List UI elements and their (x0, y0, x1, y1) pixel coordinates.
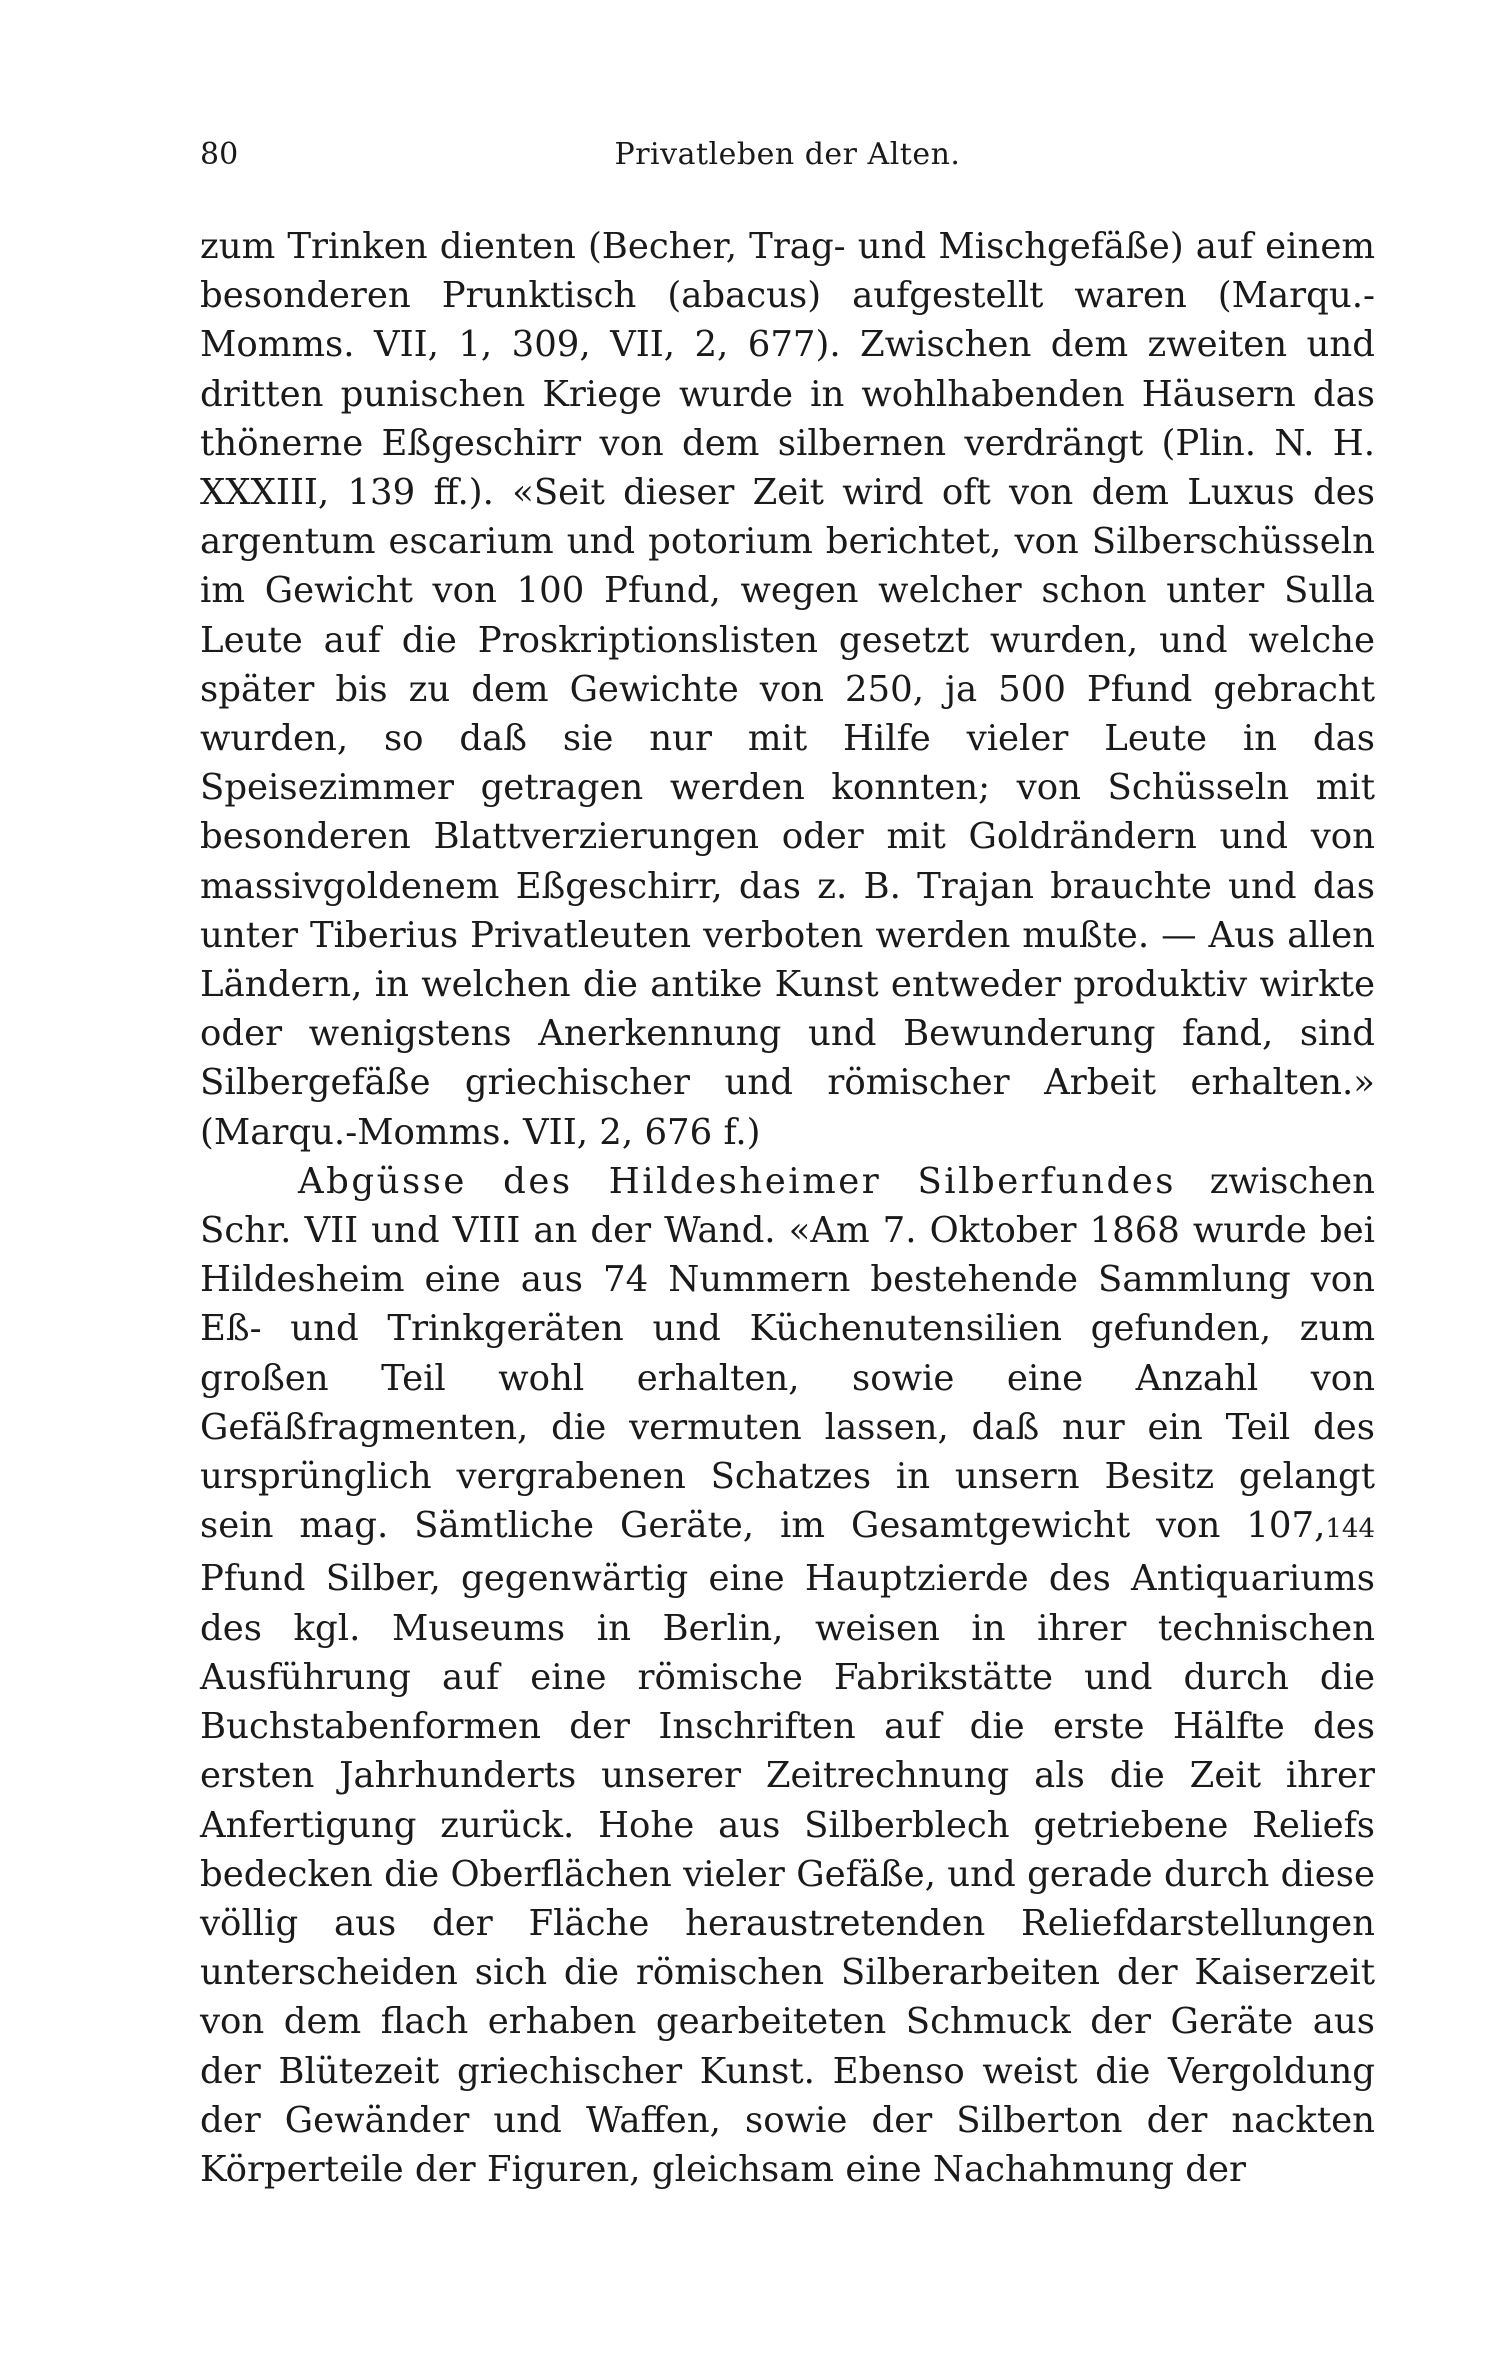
paragraph-hildesheim (200, 1157, 1375, 2194)
spaced-heading-phrase: Abgüsse des Hildesheimer Silberfundes (298, 1160, 1176, 1202)
running-title: Privatleben der Alten. (614, 137, 961, 172)
main-text (200, 222, 1375, 2194)
paragraph-text: zwischen Schr. VII und VIII an der Wand. «Am 7. Oktober 1868 wurde bei Hildesheim eine aus 74 Nummern bestehende Sammlung von Eß- und Trinkgeräten und Küchenutensilien gefunden, zum großen Teil wohl erhalten, sowie eine Anzahl von Gefäßfragmenten, die vermuten lassen, daß nur ein Teil des ursprünglich vergrabenen Schatzes in unsern Besitz gelangt sein mag. Sämtliche Geräte, im Gesamtgewicht von 107, (200, 1160, 1375, 1547)
running-head (200, 130, 1375, 180)
paragraph-text: Pfund Silber, gegenwärtig eine Hauptzierde des Antiquariums des kgl. Museums in Berlin, weisen in ihrer technischen Ausführung auf eine römische Fabrikstätte und durch die Buchstabenformen der Inschriften auf die erste Hälfte des ersten Jahrhunderts unserer Zeitrechnung als die Zeit ihrer Anfertigung zurück. Hohe aus Silberblech getriebene Reliefs bedecken die Oberflächen vieler Gefäße, und gerade durch diese völlig aus der Fläche heraustretenden Reliefdarstellungen unterscheiden sich die römischen Silberarbeiten der Kaiserzeit von dem flach erhaben gearbeiteten Schmuck der Geräte aus der Blütezeit griechischer Kunst. Ebenso weist die Vergoldung der Gewänder und Waffen, sowie der Silberton der nackten Körperteile der Figuren, gleichsam eine Nachahmung der (200, 1558, 1375, 2190)
paragraph-continuation: zum Trinken dienten (Becher, Trag- und Mischgefäße) auf einem besonderen Prunktisch (abacus) aufgestellt waren (Marqu.-Momms. VII, 1, 309, VII, 2, 677). Zwischen dem zweiten und dritten punischen Kriege wurde in wohlhabenden Häusern das thönerne Eßgeschirr von dem silbernen verdrängt (Plin. N. H. XXXIII, 139 ff.). «Seit dieser Zeit wird oft von dem Luxus des argentum escarium und potorium berichtet, von Silberschüsseln im Gewicht von 100 Pfund, wegen welcher schon unter Sulla Leute auf die Proskriptionslisten gesetzt wurden, und welche später bis zu dem Gewichte von 250, ja 500 Pfund gebracht wurden, so daß sie nur mit Hilfe vieler Leute in das Speisezimmer getragen werden konnten; von Schüsseln mit besonderen Blattverzierungen oder mit Goldrändern und von massivgoldenem Eßgeschirr, das z. B. Trajan brauchte und das unter Tiberius Privatleuten verboten werden mußte. — Aus allen Ländern, in welchen die antike Kunst entweder produktiv wirkte oder wenigstens Anerkennung und Bewunderung fand, sind Silbergefäße griechischer und römischer Arbeit erhalten.» (Marqu.-Momms. VII, 2, 676 f.) (200, 226, 1375, 1153)
page-number: 80 (200, 137, 239, 172)
fraction-digits: 144 (1325, 1514, 1375, 1545)
